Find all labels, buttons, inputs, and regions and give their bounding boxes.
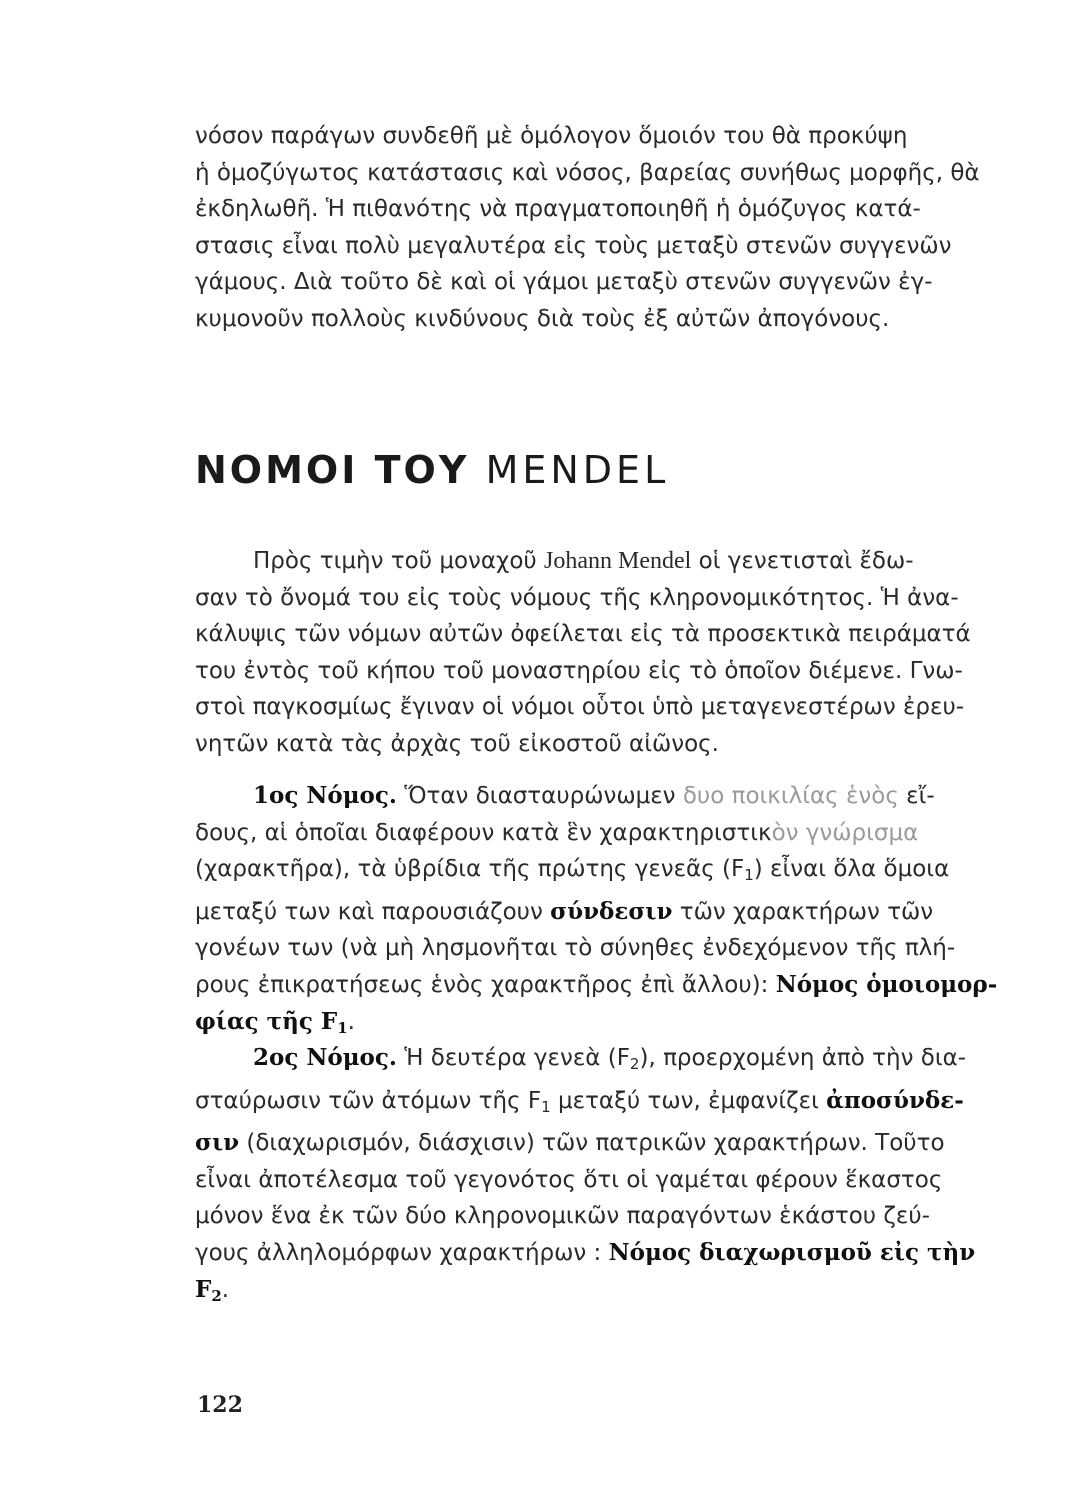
paragraph-line: μόνον ἕνα ἐκ τῶν δύο κληρονομικῶν παραγόντων ἑκάστου ζεύ- <box>195 1203 930 1230</box>
heading-greek: ΝΟΜΟΙ ΤΟΥ <box>195 448 470 492</box>
subscript: 1 <box>744 866 754 885</box>
paragraph-line: στοὶ παγκοσμίως ἔγιναν οἱ νόμοι οὗτοι ὑπὸ μεταγενεστέρων ἐρευ- <box>195 694 965 721</box>
intro-paragraph <box>195 118 980 338</box>
subscript: 1 <box>541 1097 551 1116</box>
paragraph-line <box>195 894 934 931</box>
text-span: Ἡ δευτέρα γενεὰ (F <box>404 1045 630 1071</box>
paragraph-line <box>195 778 935 815</box>
paragraph-line: του ἐντὸς τοῦ κήπου τοῦ μοναστηρίου εἰς τὸ ὁποῖον διέμενε. Γνω- <box>195 657 963 684</box>
intro-line: νόσον παράγων συνδεθῆ μὲ ὁμόλογον ὅμοιόν του θὰ προκύψη <box>195 123 908 149</box>
intro-line: ἐκδηλωθῆ. Ἡ πιθανότης νὰ πραγματοποιηθῆ ἡ ὁμόζυγος κατά- <box>195 196 921 223</box>
paragraph-line <box>195 1040 967 1083</box>
subscript: 2 <box>211 1286 222 1305</box>
text-span: σταύρωσιν τῶν ἀτόμων τῆς F <box>195 1087 542 1114</box>
paragraph-line <box>195 1083 964 1126</box>
paragraph-line: νητῶν κατὰ τὰς ἀρχὰς τοῦ εἰκοστοῦ αἰῶνος. <box>195 730 719 757</box>
paragraph-line: κάλυψις τῶν νόμων αὐτῶν ὀφείλεται εἰς τὰ προσεκτικὰ πειράματά <box>195 621 971 648</box>
text-span: Πρὸς τιμὴν τοῦ μοναχοῦ <box>253 548 537 574</box>
law1-paragraph <box>195 778 998 1046</box>
faint-text: δυο ποικιλίας ἑνὸς <box>682 783 899 809</box>
intro-line: κυμονοῦν πολλοὺς κινδύνους διὰ τοὺς ἐξ αὐτῶν ἀπογόνους. <box>195 305 890 332</box>
bold-term: ἀποσύνδε- <box>826 1086 964 1114</box>
bold-term: Νόμος ὁμοιομορ- <box>775 970 998 998</box>
text-span: Ὅταν διασταυρώνωμεν <box>404 783 676 809</box>
paragraph-line <box>195 851 950 894</box>
text-span: ρους ἐπικρατήσεως ἑνὸς χαρακτῆρος ἐπὶ ἄλλου): <box>195 971 769 998</box>
law1-label: 1ος Νόμος. <box>253 782 397 809</box>
bold-term: Νόμος διαχωρισμοῦ εἰς τὴν <box>608 1238 976 1266</box>
text-span: τῶν χαρακτήρων τῶν <box>679 898 934 925</box>
paragraph-line <box>195 967 998 1004</box>
page-number: 122 <box>197 1392 243 1418</box>
paragraph-line: εἶναι ἀποτέλεσμα τοῦ γεγονότος ὅτι οἱ γαμέται φέρουν ἕκαστος <box>195 1166 943 1193</box>
bold-term: F <box>195 1275 212 1303</box>
paragraph-line: σαν τὸ ὄνομά του εἰς τοὺς νόμους τῆς κληρονομικότητος. Ἡ ἀνα- <box>195 584 959 611</box>
law2-label: 2ος Νόμος. <box>253 1044 397 1071</box>
text-span: (διαχωρισμόν, διάσχισιν) τῶν πατρικῶν χαρακτήρων. Τοῦτο <box>246 1130 945 1157</box>
text-span: ) εἶναι ὅλα ὅμοια <box>753 856 950 883</box>
intro-line: γάμους. Διὰ τοῦτο δὲ καὶ οἱ γάμοι μεταξὺ στενῶν συγγενῶν ἐγ- <box>195 269 933 296</box>
text-span: . <box>347 1008 355 1035</box>
text-span: γους ἀλληλομόρφων χαρακτήρων : <box>195 1239 602 1266</box>
paragraph-line <box>195 1272 895 1315</box>
paragraph-line <box>195 1125 945 1162</box>
subscript: 1 <box>337 1018 348 1037</box>
law2-paragraph <box>195 1040 976 1314</box>
paragraph-line <box>195 1235 976 1272</box>
text-span: οἱ γενετισταὶ ἔδω- <box>698 548 914 574</box>
text-span: ), προερχομένη ἀπὸ τὴν δια- <box>639 1045 967 1071</box>
paragraph-line <box>195 543 914 580</box>
intro-line: στασις εἶναι πολὺ μεγαλυτέρα εἰς τοὺς μεταξὺ στενῶν συγγενῶν <box>195 232 952 259</box>
person-name: Johann Mendel <box>544 548 692 574</box>
heading-latin: MENDEL <box>485 448 670 492</box>
text-span: . <box>221 1276 230 1303</box>
mendel-paragraph <box>195 543 971 763</box>
text-span: δους, αἱ ὁποῖαι διαφέρουν κατὰ ἓν χαρακτηριστικ <box>195 819 772 846</box>
bold-term: σιν <box>195 1129 240 1157</box>
text-span: μεταξύ των, ἐμφανίζει <box>558 1087 819 1114</box>
text-span: εἴ- <box>906 783 935 809</box>
paragraph-line: γονέων των (νὰ μὴ λησμονῆται τὸ σύνηθες ἐνδεχόμενον τῆς πλή- <box>195 935 956 962</box>
bold-term: σύνδεσιν <box>550 897 673 925</box>
paragraph-line <box>195 815 919 852</box>
intro-line: ἡ ὁμοζύγωτος κατάστασις καὶ νόσος, βαρείας συνήθως μορφῆς, θὰ <box>195 159 980 186</box>
faint-text: ὸν γνώρισμα <box>771 819 919 846</box>
text-span: (χαρακτῆρα), τὰ ὑβρίδια τῆς πρώτης γενεᾶς (F <box>195 856 745 883</box>
bold-term: φίας τῆς F <box>195 1007 338 1035</box>
text-span: μεταξύ των καὶ παρουσιάζουν <box>195 898 543 925</box>
subscript: 2 <box>629 1055 640 1073</box>
section-heading <box>195 448 669 492</box>
